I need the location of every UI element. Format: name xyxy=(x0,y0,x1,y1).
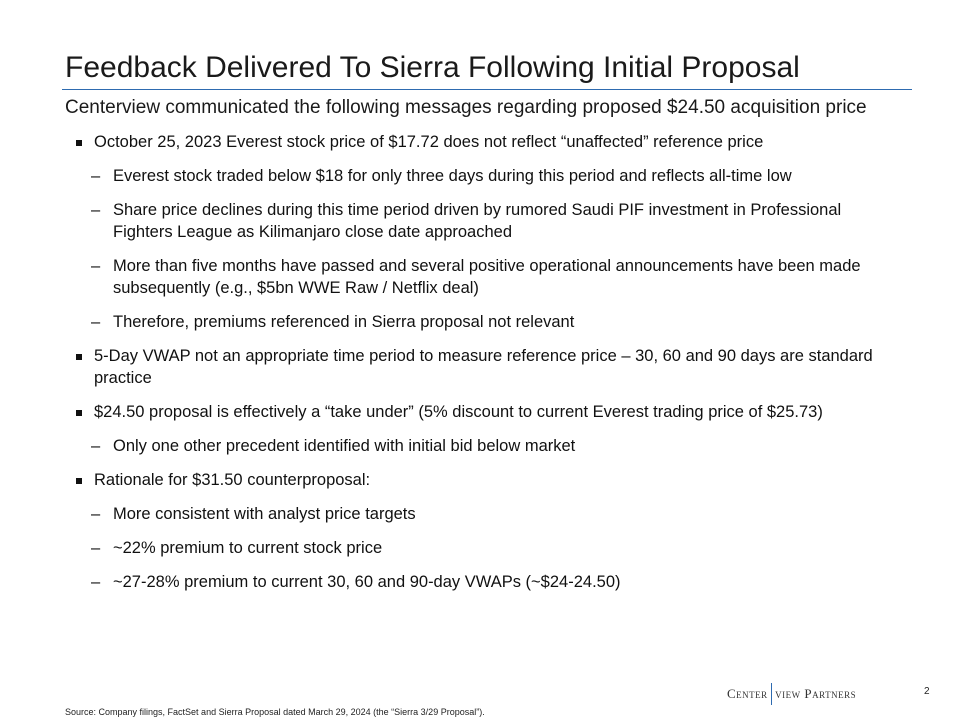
dash-bullet-icon: – xyxy=(91,505,101,523)
bullet-text: More than five months have passed and several positive operational announcements have been made subsequently (e.g., $5bn WWE Raw / Netflix deal) xyxy=(113,257,861,297)
bullet-text: More consistent with analyst price targets xyxy=(113,505,416,523)
dash-bullet-icon: – xyxy=(91,437,101,455)
title-divider xyxy=(62,89,912,90)
bullet-text: $24.50 proposal is effectively a “take under” (5% discount to current Everest trading price of $25.73) xyxy=(94,403,823,421)
page-number: 2 xyxy=(924,686,930,697)
slide-subtitle: Centerview communicated the following messages regarding proposed $24.50 acquisition price xyxy=(65,97,867,118)
bullet-text: Everest stock traded below $18 for only three days during this period and reflects all-time low xyxy=(113,167,792,185)
sub-bullet-item xyxy=(74,165,874,187)
dash-bullet-icon: – xyxy=(91,167,101,185)
dash-bullet-icon: – xyxy=(91,201,101,219)
dash-bullet-icon: – xyxy=(91,573,101,591)
bullet-text: ~22% premium to current stock price xyxy=(113,539,383,557)
sub-bullet-item xyxy=(74,435,874,457)
bullet-text: October 25, 2023 Everest stock price of $17.72 does not reflect “unaffected” reference price xyxy=(94,133,764,151)
slide-title: Feedback Delivered To Sierra Following Initial Proposal xyxy=(65,51,800,84)
logo-divider-bar xyxy=(771,683,773,705)
dash-bullet-icon: – xyxy=(91,539,101,557)
sub-bullet-item xyxy=(74,255,874,299)
bullet-list xyxy=(74,131,874,605)
bullet-text: Rationale for $31.50 counterproposal: xyxy=(94,471,371,489)
logo-text-right: view Partners xyxy=(775,686,857,701)
bullet-item xyxy=(74,469,874,491)
bullet-text: Share price declines during this time period driven by rumored Saudi PIF investment in Professional Fighters League as Kilimanjaro close date approached xyxy=(113,201,842,241)
bullet-item xyxy=(74,345,874,389)
sub-bullet-item xyxy=(74,503,874,525)
bullet-text: ~27-28% premium to current 30, 60 and 90-day VWAPs (~$24-24.50) xyxy=(113,573,621,591)
sub-bullet-item xyxy=(74,311,874,333)
dash-bullet-icon: – xyxy=(91,313,101,331)
sub-bullet-item xyxy=(74,199,874,243)
dash-bullet-icon: – xyxy=(91,257,101,275)
source-footnote: Source: Company filings, FactSet and Sierra Proposal dated March 29, 2024 (the “Sierra 3/29 Proposal”). xyxy=(65,707,485,717)
bullet-item xyxy=(74,131,874,153)
sub-bullet-item xyxy=(74,571,874,593)
bullet-text: 5-Day VWAP not an appropriate time period to measure reference price – 30, 60 and 90 days are standard practice xyxy=(94,347,873,387)
bullet-text: Only one other precedent identified with initial bid below market xyxy=(113,437,576,455)
centerview-logo xyxy=(727,684,856,704)
bullet-item xyxy=(74,401,874,423)
bullet-text: Therefore, premiums referenced in Sierra proposal not relevant xyxy=(113,313,575,331)
logo-text-left: Center xyxy=(727,686,768,701)
sub-bullet-item xyxy=(74,537,874,559)
